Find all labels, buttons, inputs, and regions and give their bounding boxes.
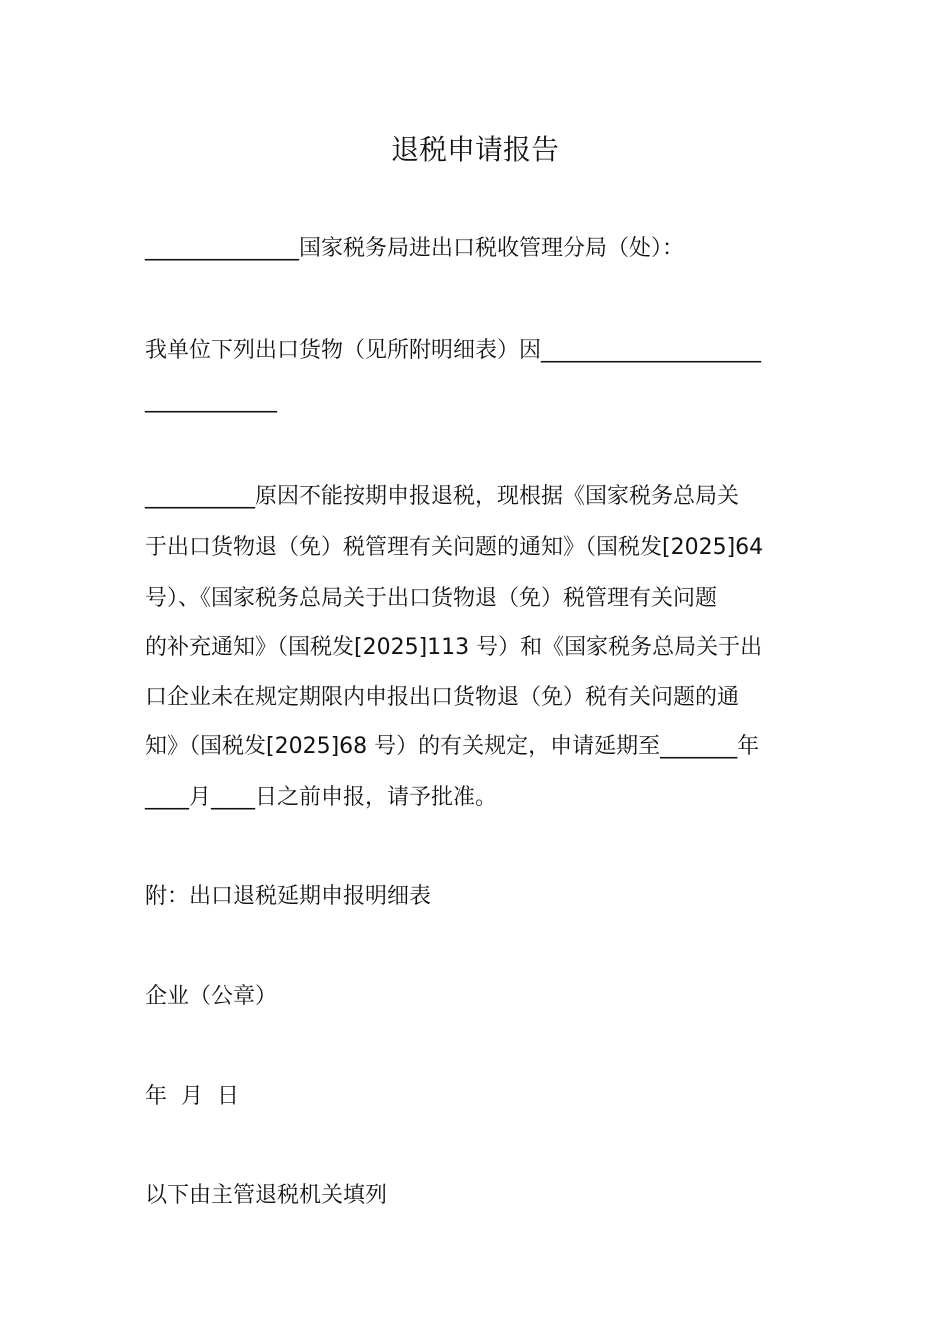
company-seal-line: 企业（公章） — [145, 984, 278, 1009]
date-line: 年 月 日 — [145, 1084, 239, 1109]
reason-blank-1: ____________________ — [541, 338, 762, 363]
page-title: 退税申请报告 — [390, 133, 559, 166]
month-blank: ____ — [145, 785, 189, 810]
body-text-1: 原因不能按期申报退税，现根据《国家税务总局关 — [255, 484, 740, 509]
salutation-line — [145, 234, 684, 264]
month-label: 月 — [189, 785, 212, 810]
intro-line-2 — [145, 386, 277, 416]
body-line-5: 口企业未在规定期限内申报出口货物退（免）税有关问题的通 — [145, 685, 740, 710]
day-blank: ____ — [211, 785, 256, 810]
footer-line: 以下由主管退税机关填列 — [145, 1183, 388, 1208]
body-line-1 — [145, 482, 739, 512]
body-text-6: 知》（国税发[2025]68 号）的有关规定，申请延期至 — [145, 734, 661, 759]
body-line-4: 的补充通知》（国税发[2025]113 号）和《国家税务总局关于出 — [145, 635, 763, 660]
reason-blank-2: ____________ — [145, 388, 277, 413]
body-text-7: 日之前申报，请予批准。 — [255, 785, 498, 810]
body-line-7 — [145, 783, 497, 813]
intro-text: 我单位下列出口货物（见所附明细表）因 — [145, 338, 542, 363]
reason-blank-3: __________ — [145, 484, 255, 509]
body-line-6 — [145, 732, 759, 762]
intro-line-1 — [145, 336, 761, 366]
year-blank: _______ — [660, 734, 738, 759]
body-line-2: 于出口货物退（免）税管理有关问题的通知》（国税发[2025]64 — [145, 535, 764, 560]
body-line-3: 号）、《国家税务总局关于出口货物退（免）税管理有关问题 — [145, 586, 718, 611]
year-label: 年 — [737, 734, 760, 759]
attachment-line: 附：出口退税延期申报明细表 — [145, 884, 432, 909]
salutation-text: 国家税务局进出口税收管理分局（处）： — [299, 236, 685, 261]
tax-bureau-blank: ______________ — [145, 236, 299, 261]
